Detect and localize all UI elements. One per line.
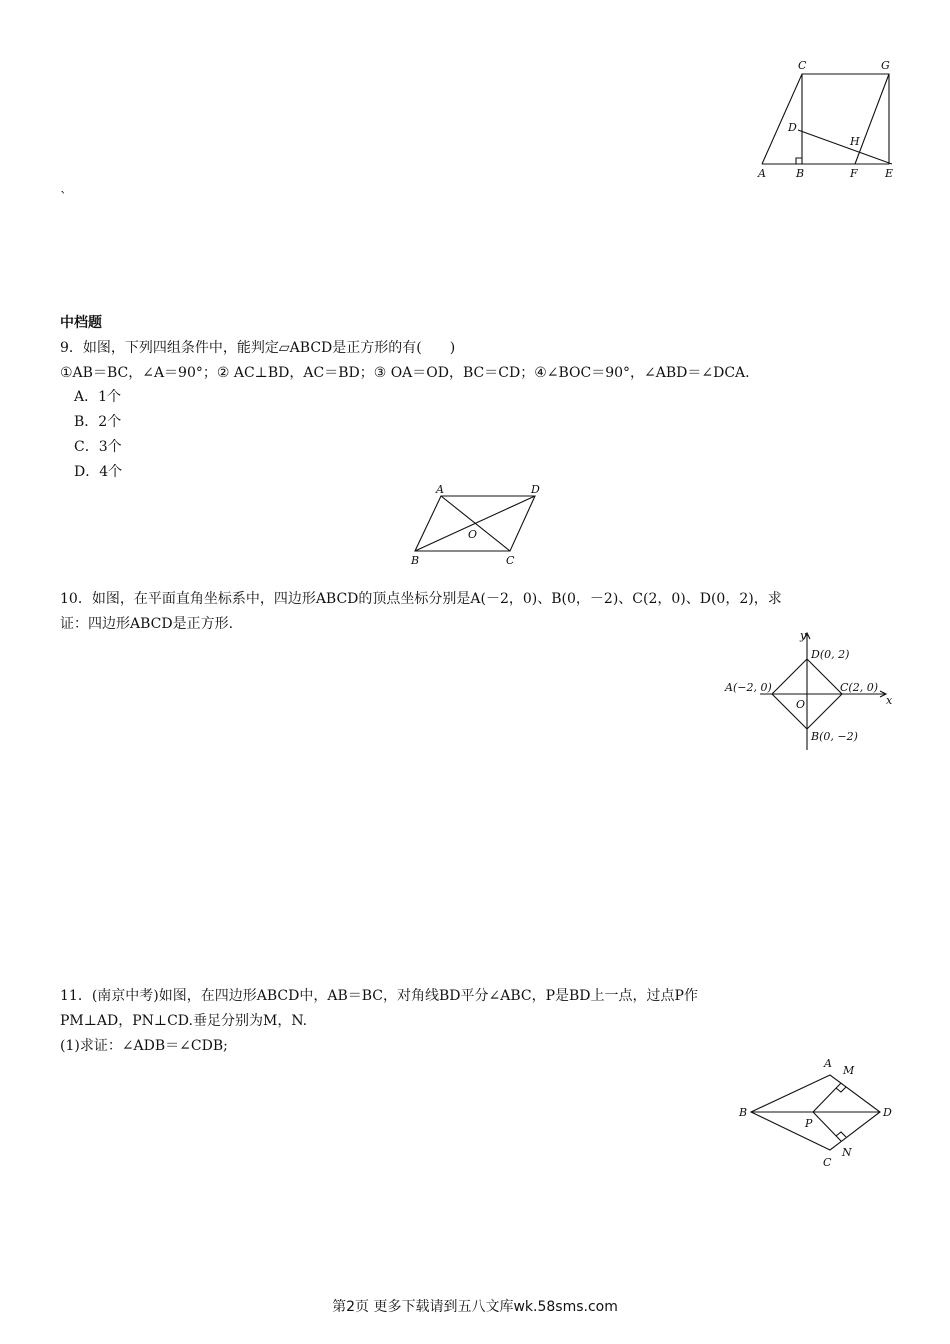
section-heading: 中档题 (60, 315, 102, 331)
fig9-label-d: D (531, 483, 540, 496)
q11-line1: 11．(南京中考)如图，在四边形ABCD中，AB＝BC，对角线BD平分∠ABC，P是BD上一点，过点P作 (60, 988, 698, 1004)
fig8-label-c: C (798, 59, 807, 72)
figure-q11 (735, 1052, 905, 1176)
fig10-label-y: y (800, 629, 807, 642)
fig11-segment-pn (813, 1112, 841, 1141)
q9-conditions: ①AB＝BC，∠A＝90°；② AC⊥BD，AC＝BD；③ OA＝OD，BC＝CD；④∠BOC＝90°，∠ABD＝∠DCA. (60, 365, 750, 381)
fig11-label-n: N (842, 1146, 852, 1159)
fig10-label-o: O (796, 698, 806, 711)
fig8-segment-fg (855, 74, 889, 164)
fig11-label-b: B (739, 1106, 748, 1119)
fig9-label-b: B (411, 554, 420, 567)
fig10-label-x: x (886, 694, 893, 707)
fig10-label-b: B(0, −2) (811, 730, 858, 743)
fig9-label-c: C (506, 554, 515, 567)
figure-q8 (752, 56, 902, 181)
q9-stem: 9．如图，下列四组条件中，能判定▱ABCD是正方形的有( ) (60, 340, 456, 356)
fig11-label-a: A (824, 1057, 832, 1070)
fig10-label-c: C(2, 0) (840, 681, 878, 694)
fig8-label-g: G (881, 59, 890, 72)
fig8-outline (762, 74, 889, 164)
q9-option-c: C．3个 (74, 439, 122, 455)
fig9-label-a: A (436, 483, 444, 496)
q9-option-d: D．4个 (74, 464, 123, 480)
fig11-label-m: M (843, 1064, 855, 1077)
fig9-diagonal-bd (415, 496, 535, 551)
fig10-label-a: A(−2, 0) (725, 681, 772, 694)
figure-q10 (720, 628, 900, 756)
figure-q9 (405, 480, 555, 570)
q10-line2: 证：四边形ABCD是正方形. (60, 616, 234, 632)
q10-line1: 10．如图，在平面直角坐标系中，四边形ABCD的顶点坐标分别是A(－2，0)、B(0，－2)、C(2，0)、D(0，2)，求 (60, 591, 782, 607)
q9-option-a: A．1个 (74, 389, 122, 405)
fig10-label-d: D(0, 2) (811, 648, 850, 661)
fig8-right-angle-mark (796, 158, 802, 164)
q11-line2: PM⊥AD，PN⊥CD.垂足分别为M，N. (60, 1013, 308, 1029)
fig8-label-e: E (885, 167, 894, 180)
fig8-label-a: A (758, 167, 766, 180)
fig8-label-d: D (788, 121, 797, 134)
fig8-label-b: B (796, 167, 805, 180)
fig11-label-p: P (805, 1117, 813, 1130)
page-footer: 第2页 更多下载请到五八文库wk.58sms.com (332, 1299, 618, 1315)
fig8-segment-de (798, 130, 892, 164)
fig11-label-d: D (883, 1106, 892, 1119)
fig11-segment-pm (813, 1083, 841, 1112)
q11-part1: (1)求证：∠ADB＝∠CDB; (60, 1038, 228, 1054)
fig8-label-f: F (850, 167, 858, 180)
fig8-label-h: H (850, 135, 860, 148)
fig11-right-angle-n (836, 1132, 846, 1137)
fig11-right-angle-m (836, 1087, 846, 1092)
fig11-label-c: C (823, 1156, 832, 1169)
fig9-label-o: O (468, 528, 478, 541)
q9-option-b: B．2个 (74, 414, 122, 430)
stray-mark: ` (60, 190, 67, 206)
